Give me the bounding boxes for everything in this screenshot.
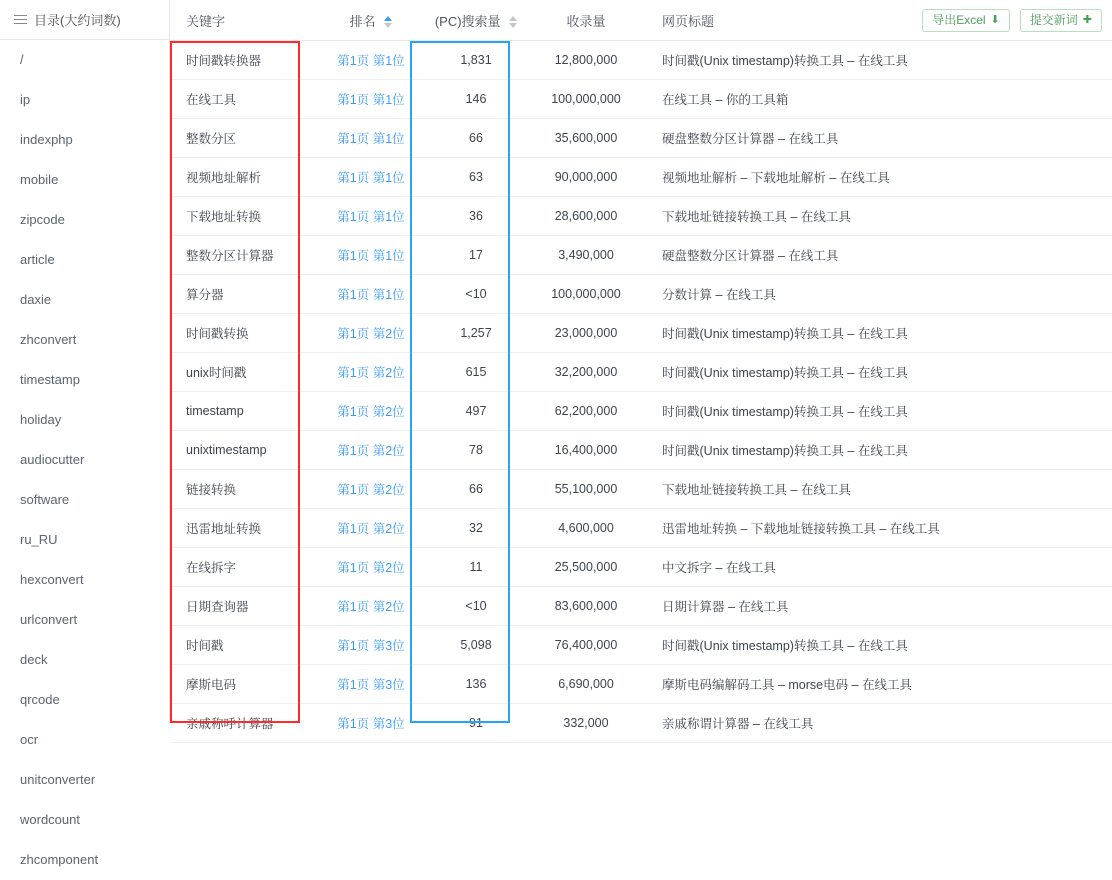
sidebar-item-timestamp[interactable]: timestamp: [20, 372, 80, 387]
export-excel-label: 导出Excel: [932, 12, 986, 27]
cell-volume: 63: [426, 158, 526, 197]
rank-link[interactable]: 第1页 第2位: [337, 483, 405, 497]
cell-rank: [316, 119, 426, 158]
cell-title: 迅雷地址转换 – 下载地址链接转换工具 – 在线工具: [646, 509, 1112, 548]
cell-rank: [316, 587, 426, 626]
cell-rank: [316, 704, 426, 743]
cell-indexed: 6,690,000: [526, 665, 646, 704]
column-header-rank[interactable]: [316, 0, 426, 41]
cell-volume: 17: [426, 236, 526, 275]
keyword-table: [170, 0, 1112, 743]
submit-new-keyword-label: 提交新词: [1029, 12, 1078, 27]
rank-link[interactable]: 第1页 第2位: [337, 522, 405, 536]
table-row[interactable]: [170, 548, 1112, 587]
cell-volume: 497: [426, 392, 526, 431]
sidebar-item-indexphp[interactable]: indexphp: [20, 132, 73, 147]
cell-keyword: 日期查询器: [170, 587, 316, 626]
sidebar-item-ocr[interactable]: ocr: [20, 732, 39, 747]
column-header-rank-label: 排名: [349, 13, 376, 29]
cell-volume: 615: [426, 353, 526, 392]
sidebar-item-audiocutter[interactable]: audiocutter: [20, 452, 85, 467]
cell-volume: 146: [426, 80, 526, 119]
cell-title: 时间戳(Unix timestamp)转换工具 – 在线工具: [646, 353, 1112, 392]
sidebar: [0, 0, 170, 867]
cell-volume: 66: [426, 470, 526, 509]
table-row[interactable]: [170, 704, 1112, 743]
cell-rank: [316, 275, 426, 314]
table-toolbar: [922, 0, 1102, 40]
cell-title: 时间戳(Unix timestamp)转换工具 – 在线工具: [646, 314, 1112, 353]
table-row[interactable]: [170, 197, 1112, 236]
cell-title: 中文拆字 – 在线工具: [646, 548, 1112, 587]
table-row[interactable]: [170, 236, 1112, 275]
cell-indexed: 83,600,000: [526, 587, 646, 626]
cell-keyword: 视频地址解析: [170, 158, 316, 197]
rank-link[interactable]: 第1页 第3位: [337, 678, 405, 692]
cell-indexed: 16,400,000: [526, 431, 646, 470]
rank-link[interactable]: 第1页 第2位: [337, 561, 405, 575]
sidebar-item-zhconvert[interactable]: zhconvert: [20, 332, 77, 347]
rank-link[interactable]: 第1页 第1位: [337, 132, 405, 146]
cell-volume: <10: [426, 587, 526, 626]
column-header-keyword-label: 关键字: [186, 13, 226, 29]
cell-keyword: 迅雷地址转换: [170, 509, 316, 548]
cell-title: 时间戳(Unix timestamp)转换工具 – 在线工具: [646, 626, 1112, 665]
cell-indexed: 100,000,000: [526, 80, 646, 119]
cell-volume: 91: [426, 704, 526, 743]
cell-keyword: 整数分区: [170, 119, 316, 158]
cell-rank: [316, 197, 426, 236]
cell-rank: [316, 80, 426, 119]
sidebar-item-zipcode[interactable]: zipcode: [20, 212, 65, 227]
cell-keyword: timestamp: [170, 392, 316, 431]
table-row[interactable]: [170, 158, 1112, 197]
cell-title: 摩斯电码编解码工具 – morse电码 – 在线工具: [646, 665, 1112, 704]
sidebar-item-holiday[interactable]: holiday: [20, 412, 62, 427]
cell-volume: 1,257: [426, 314, 526, 353]
rank-link[interactable]: 第1页 第2位: [337, 444, 405, 458]
cell-keyword: unix时间戳: [170, 353, 316, 392]
table-row[interactable]: [170, 470, 1112, 509]
cell-rank: [316, 548, 426, 587]
cell-indexed: 332,000: [526, 704, 646, 743]
cell-indexed: 12,800,000: [526, 41, 646, 80]
sidebar-header[interactable]: [0, 0, 169, 40]
cell-indexed: 90,000,000: [526, 158, 646, 197]
sort-arrows-volume-icon[interactable]: [509, 16, 517, 28]
cell-title: 下载地址链接转换工具 – 在线工具: [646, 470, 1112, 509]
column-header-title-label: 网页标题: [662, 13, 715, 29]
sort-arrows-rank-icon[interactable]: [384, 16, 392, 28]
rank-link[interactable]: 第1页 第2位: [337, 327, 405, 341]
cell-rank: [316, 626, 426, 665]
plus-icon: ✚: [1082, 13, 1092, 26]
cell-keyword: 算分器: [170, 275, 316, 314]
cell-title: 日期计算器 – 在线工具: [646, 587, 1112, 626]
cell-indexed: 32,200,000: [526, 353, 646, 392]
cell-volume: 66: [426, 119, 526, 158]
main-content: [170, 0, 1112, 731]
column-header-volume[interactable]: [426, 0, 526, 41]
cell-keyword: 摩斯电码: [170, 665, 316, 704]
cell-indexed: 23,000,000: [526, 314, 646, 353]
rank-link[interactable]: 第1页 第1位: [337, 93, 405, 107]
cell-volume: 32: [426, 509, 526, 548]
column-header-indexed: [526, 0, 646, 41]
rank-link[interactable]: 第1页 第3位: [337, 717, 405, 731]
table-row[interactable]: [170, 626, 1112, 665]
sidebar-item-root[interactable]: /: [20, 52, 24, 67]
sidebar-item-hexconvert[interactable]: hexconvert: [20, 572, 84, 587]
column-header-keyword: [170, 0, 316, 41]
cell-keyword: 时间戳转换器: [170, 41, 316, 80]
table-row[interactable]: [170, 392, 1112, 431]
sidebar-item-ip[interactable]: ip: [20, 92, 31, 107]
cell-title: 视频地址解析 – 下载地址解析 – 在线工具: [646, 158, 1112, 197]
cell-rank: [316, 431, 426, 470]
rank-link[interactable]: 第1页 第1位: [337, 54, 405, 68]
sidebar-item-software[interactable]: software: [20, 492, 70, 507]
cell-rank: [316, 353, 426, 392]
table-row[interactable]: [170, 275, 1112, 314]
table-row[interactable]: [170, 314, 1112, 353]
cell-title: 在线工具 – 你的工具箱: [646, 80, 1112, 119]
sidebar-item-wordcount[interactable]: wordcount: [20, 812, 80, 827]
table-row[interactable]: [170, 119, 1112, 158]
submit-new-keyword-button[interactable]: [1020, 9, 1102, 32]
rank-link[interactable]: 第1页 第1位: [337, 210, 405, 224]
rank-link[interactable]: 第1页 第3位: [337, 639, 405, 653]
rank-link[interactable]: 第1页 第1位: [337, 171, 405, 185]
sidebar-item-unitconverter[interactable]: unitconverter: [20, 772, 96, 787]
cell-rank: [316, 509, 426, 548]
cell-keyword: 整数分区计算器: [170, 236, 316, 275]
table-row[interactable]: [170, 509, 1112, 548]
cell-indexed: 100,000,000: [526, 275, 646, 314]
table-row[interactable]: [170, 665, 1112, 704]
cell-title: 亲戚称谓计算器 – 在线工具: [646, 704, 1112, 743]
cell-volume: <10: [426, 275, 526, 314]
cell-volume: 1,831: [426, 41, 526, 80]
rank-link[interactable]: 第1页 第2位: [337, 405, 405, 419]
cell-volume: 36: [426, 197, 526, 236]
download-icon: ⬇: [990, 13, 1000, 26]
cell-volume: 136: [426, 665, 526, 704]
cell-rank: [316, 158, 426, 197]
table-body: [170, 41, 1112, 743]
sidebar-item-ru-ru[interactable]: ru_RU: [20, 532, 58, 547]
sidebar-item-article[interactable]: article: [20, 252, 55, 267]
table-row[interactable]: [170, 353, 1112, 392]
cell-rank: [316, 392, 426, 431]
rank-link[interactable]: 第1页 第2位: [337, 600, 405, 614]
table-row[interactable]: [170, 41, 1112, 80]
table-row[interactable]: [170, 80, 1112, 119]
table-row[interactable]: [170, 431, 1112, 470]
cell-title: 时间戳(Unix timestamp)转换工具 – 在线工具: [646, 392, 1112, 431]
rank-link[interactable]: 第1页 第1位: [337, 249, 405, 263]
cell-indexed: 55,100,000: [526, 470, 646, 509]
cell-keyword: 下载地址转换: [170, 197, 316, 236]
cell-rank: [316, 470, 426, 509]
cell-rank: [316, 665, 426, 704]
menu-icon: [14, 15, 27, 25]
cell-rank: [316, 314, 426, 353]
cell-keyword: 时间戳转换: [170, 314, 316, 353]
rank-link[interactable]: 第1页 第1位: [337, 288, 405, 302]
cell-title: 时间戳(Unix timestamp)转换工具 – 在线工具: [646, 431, 1112, 470]
cell-rank: [316, 41, 426, 80]
cell-rank: [316, 236, 426, 275]
sidebar-item-zhcomponent[interactable]: zhcomponent: [20, 852, 99, 867]
cell-indexed: 35,600,000: [526, 119, 646, 158]
table-row[interactable]: [170, 587, 1112, 626]
cell-title: 分数计算 – 在线工具: [646, 275, 1112, 314]
cell-title: 下载地址链接转换工具 – 在线工具: [646, 197, 1112, 236]
sidebar-item-qrcode[interactable]: qrcode: [20, 692, 60, 707]
sidebar-item-urlconvert[interactable]: urlconvert: [20, 612, 78, 627]
cell-volume: 78: [426, 431, 526, 470]
cell-keyword: 时间戳: [170, 626, 316, 665]
sidebar-item-mobile[interactable]: mobile: [20, 172, 59, 187]
cell-title: 硬盘整数分区计算器 – 在线工具: [646, 236, 1112, 275]
sidebar-item-daxie[interactable]: daxie: [20, 292, 52, 307]
rank-link[interactable]: 第1页 第2位: [337, 366, 405, 380]
cell-indexed: 4,600,000: [526, 509, 646, 548]
cell-volume: 11: [426, 548, 526, 587]
cell-keyword: 在线工具: [170, 80, 316, 119]
cell-indexed: 3,490,000: [526, 236, 646, 275]
export-excel-button[interactable]: [922, 9, 1010, 32]
cell-keyword: 在线拆字: [170, 548, 316, 587]
cell-indexed: 62,200,000: [526, 392, 646, 431]
column-header-indexed-label: 收录量: [566, 13, 606, 29]
cell-keyword: unixtimestamp: [170, 431, 316, 470]
sidebar-header-label: 目录(大约词数): [34, 13, 121, 28]
cell-indexed: 25,500,000: [526, 548, 646, 587]
cell-title: 硬盘整数分区计算器 – 在线工具: [646, 119, 1112, 158]
sidebar-list: [0, 40, 169, 880]
cell-keyword: 亲戚称呼计算器: [170, 704, 316, 743]
cell-indexed: 76,400,000: [526, 626, 646, 665]
column-header-volume-label: (PC)搜索量: [434, 13, 501, 29]
cell-keyword: 链接转换: [170, 470, 316, 509]
cell-indexed: 28,600,000: [526, 197, 646, 236]
cell-title: 时间戳(Unix timestamp)转换工具 – 在线工具: [646, 41, 1112, 80]
sidebar-item-deck[interactable]: deck: [20, 652, 48, 667]
cell-volume: 5,098: [426, 626, 526, 665]
